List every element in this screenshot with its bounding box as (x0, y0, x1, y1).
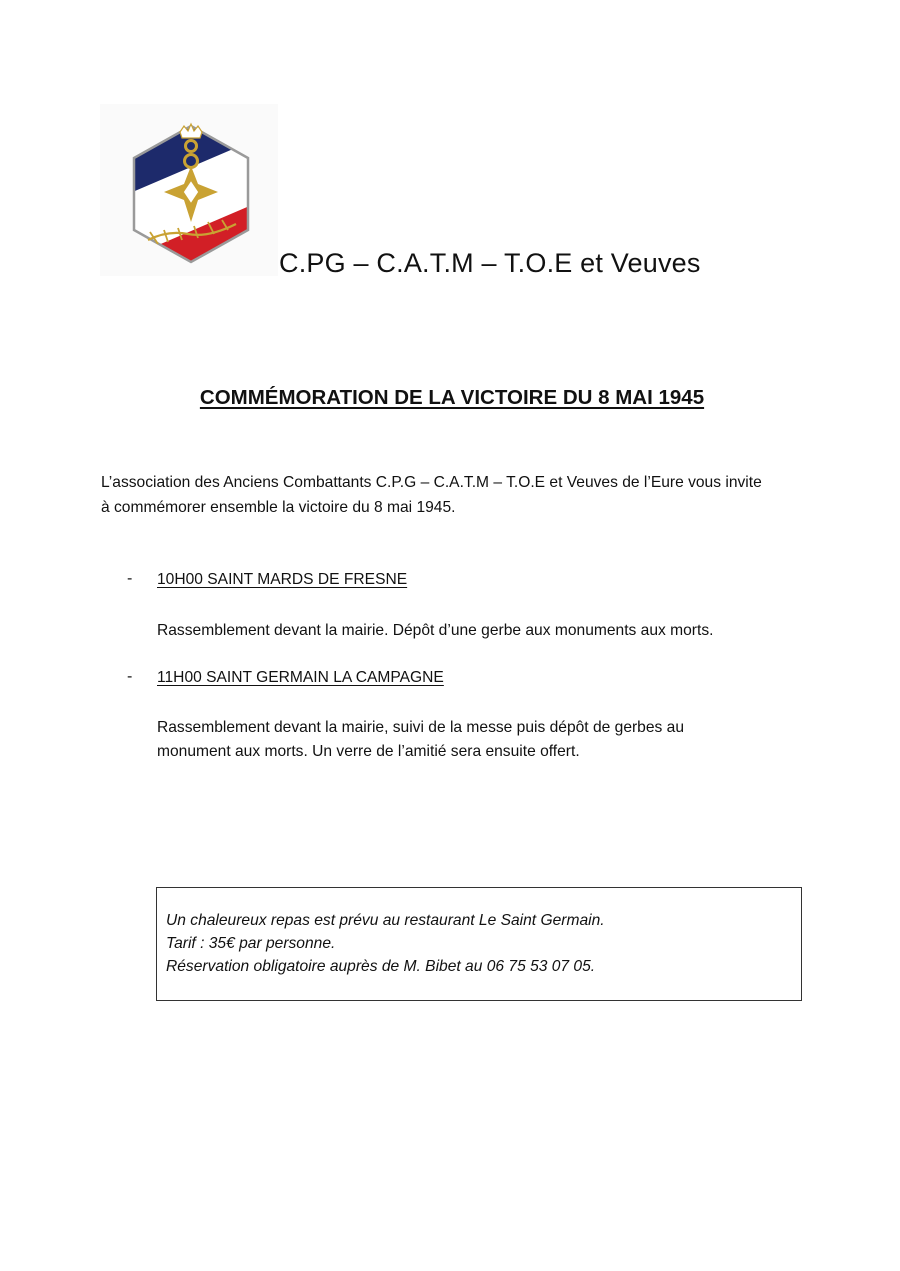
event-description-line: Rassemblement devant la mairie. Dépôt d’une gerbe aux monuments aux morts. (157, 622, 714, 639)
event-title: 11H00 SAINT GERMAIN LA CAMPAGNE (157, 669, 444, 686)
intro-line: L’association des Anciens Combattants C.P.G – C.A.T.M – T.O.E et Veuves de l’Eure vous invite (101, 474, 762, 491)
event-description-line: monument aux morts. Un verre de l’amitié sera ensuite offert. (157, 743, 580, 760)
event-title: 10H00 SAINT MARDS DE FRESNE (157, 571, 408, 588)
event-description (157, 716, 797, 764)
intro-line: à commémorer ensemble la victoire du 8 mai 1945. (101, 499, 456, 516)
list-bullet: - (127, 570, 133, 587)
organization-title: C.PG – C.A.T.M – T.O.E et Veuves (279, 248, 701, 278)
notice-line: Réservation obligatoire auprès de M. Bibet au 06 75 53 07 05. (166, 958, 596, 975)
veterans-association-emblem-icon (128, 118, 254, 268)
page-heading: COMMÉMORATION DE LA VICTOIRE DU 8 MAI 1945 (199, 386, 705, 409)
event-description (157, 619, 797, 643)
association-logo (100, 104, 278, 276)
intro-paragraph (101, 470, 811, 520)
notice-line: Tarif : 35€ par personne. (166, 935, 336, 952)
list-bullet: - (127, 668, 133, 685)
notice-line: Un chaleureux repas est prévu au restaurant Le Saint Germain. (166, 912, 605, 929)
event-description-line: Rassemblement devant la mairie, suivi de la messe puis dépôt de gerbes au (157, 719, 685, 736)
meal-notice-box (156, 887, 802, 1001)
